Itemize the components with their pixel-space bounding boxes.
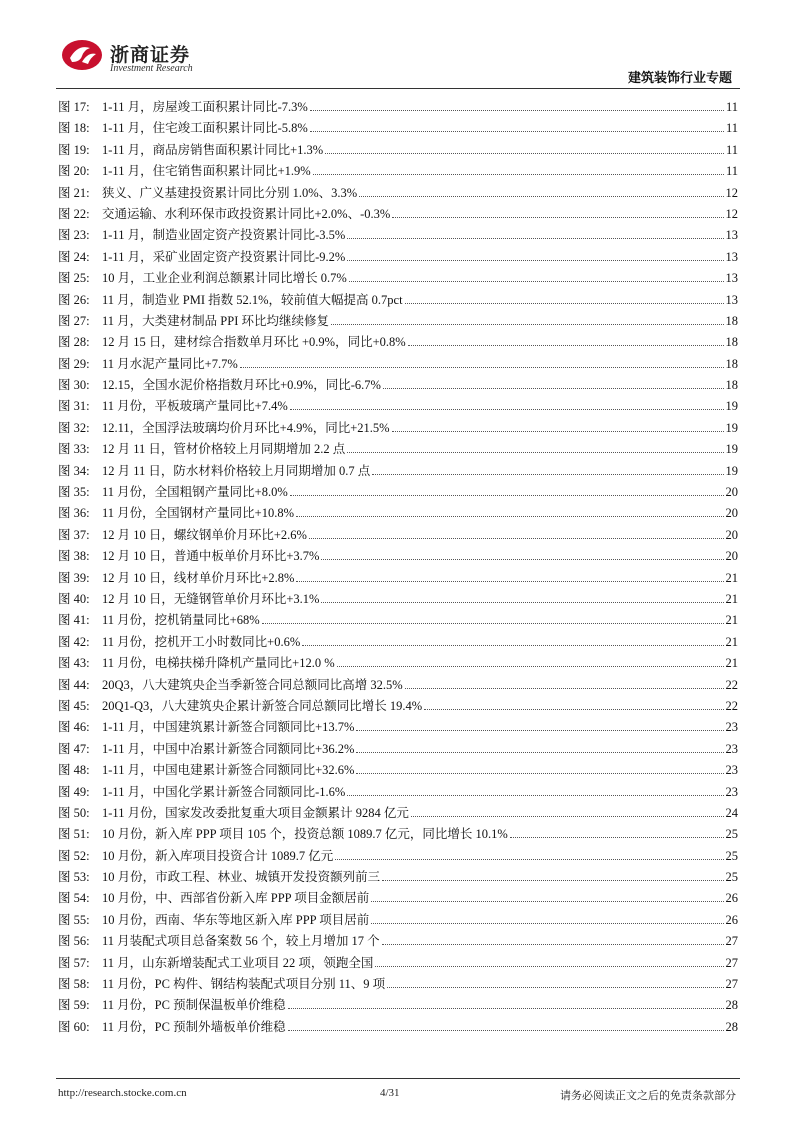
toc-entry-page: 28 <box>725 998 738 1013</box>
brand-name-cn: 浙商证券 <box>110 45 191 66</box>
toc-entry[interactable] <box>58 589 738 610</box>
toc-entry-title: 12 月 10 日，无缝钢管单价月环比+3.1% <box>102 591 320 606</box>
toc-entry-label: 图 52: <box>58 848 90 863</box>
toc-entry-title: 1-11 月，中国建筑累计新签合同额同比+13.7% <box>102 720 355 735</box>
toc-entry-label: 图 26: <box>58 292 90 307</box>
toc-entry-page: 19 <box>725 420 738 435</box>
toc-entry-title: 10 月，工业企业利润总额累计同比增长 0.7% <box>102 271 347 286</box>
toc-leader-dots <box>313 173 724 175</box>
toc-entry-title: 11 月水泥产量同比+7.7% <box>102 356 238 371</box>
toc-entry-page: 21 <box>725 591 738 606</box>
footer-url-link[interactable]: http://research.stocke.com.cn <box>58 1087 187 1099</box>
toc-entry[interactable] <box>58 931 738 952</box>
toc-leader-dots <box>408 344 724 346</box>
toc-entry-label: 图 48: <box>58 763 90 778</box>
toc-entry-page: 12 <box>725 206 738 221</box>
toc-entry-label: 图 55: <box>58 912 90 927</box>
toc-entry[interactable] <box>58 375 738 396</box>
toc-entry[interactable] <box>58 1017 738 1038</box>
toc-entry[interactable] <box>58 867 738 888</box>
toc-leader-dots <box>331 323 724 325</box>
toc-entry-label: 图 27: <box>58 313 90 328</box>
toc-entry-title: 11 月装配式项目总备案数 56 个，较上月增加 17 个 <box>102 934 380 949</box>
toc-leader-dots <box>335 858 723 860</box>
toc-entry[interactable] <box>58 782 738 803</box>
toc-entry-title: 11 月，制造业 PMI 指数 52.1%，较前值大幅提高 0.7pct <box>102 292 403 307</box>
toc-entry-label: 图 21: <box>58 185 90 200</box>
toc-entry-title: 交通运输、水利环保市政投资累计同比+2.0%、-0.3% <box>102 206 391 221</box>
page-header <box>60 36 736 88</box>
toc-leader-dots <box>424 708 723 710</box>
toc-entry-label: 图 38: <box>58 549 90 564</box>
toc-entry[interactable] <box>58 140 738 161</box>
toc-entry-label: 图 24: <box>58 249 90 264</box>
toc-leader-dots <box>372 473 723 475</box>
toc-entry-page: 11 <box>725 164 738 179</box>
toc-entry-label: 图 31: <box>58 399 90 414</box>
toc-leader-dots <box>262 622 724 624</box>
toc-entry-page: 13 <box>725 271 738 286</box>
toc-entry-title: 11 月份，挖机销量同比+68% <box>102 613 260 628</box>
toc-entry[interactable] <box>58 974 738 995</box>
toc-leader-dots <box>356 729 723 731</box>
toc-entry-title: 10 月份，新入库项目投资合计 1089.7 亿元 <box>102 848 334 863</box>
toc-entry-page: 19 <box>725 442 738 457</box>
toc-entry[interactable] <box>58 97 738 118</box>
toc-entry-label: 图 42: <box>58 634 90 649</box>
toc-entry-title: 10 月份，市政工程、林业、城镇开发投资额列前三 <box>102 870 381 885</box>
toc-leader-dots <box>371 900 723 902</box>
toc-entry-title: 11 月，山东新增装配式工业项目 22 项，领跑全国 <box>102 955 374 970</box>
toc-entry-page: 13 <box>725 249 738 264</box>
toc-leader-dots <box>349 280 724 282</box>
toc-entry-page: 25 <box>725 827 738 842</box>
toc-entry[interactable] <box>58 846 738 867</box>
toc-entry[interactable] <box>58 268 738 289</box>
toc-entry-page: 19 <box>725 463 738 478</box>
toc-entry[interactable] <box>58 439 738 460</box>
toc-entry[interactable] <box>58 503 738 524</box>
toc-entry-page: 20 <box>725 527 738 542</box>
toc-entry-page: 13 <box>725 292 738 307</box>
toc-entry[interactable] <box>58 204 738 225</box>
toc-entry-page: 27 <box>725 934 738 949</box>
toc-entry-label: 图 47: <box>58 741 90 756</box>
toc-leader-dots <box>288 1029 724 1031</box>
toc-entry[interactable] <box>58 696 738 717</box>
toc-entry-title: 12.11，全国浮法玻璃均价月环比+4.9%，同比+21.5% <box>102 420 390 435</box>
toc-entry-page: 26 <box>725 891 738 906</box>
toc-entry[interactable] <box>58 568 738 589</box>
toc-entry-page: 20 <box>725 506 738 521</box>
toc-leader-dots <box>290 494 724 496</box>
toc-entry[interactable] <box>58 824 738 845</box>
toc-entry-label: 图 43: <box>58 656 90 671</box>
toc-entry-label: 图 30: <box>58 378 90 393</box>
toc-entry-title: 11 月份，挖机开工小时数同比+0.6% <box>102 634 301 649</box>
toc-leader-dots <box>296 580 723 582</box>
toc-leader-dots <box>510 836 724 838</box>
toc-entry-label: 图 23: <box>58 228 90 243</box>
toc-entry-page: 18 <box>725 313 738 328</box>
toc-entry-page: 18 <box>725 335 738 350</box>
toc-entry-label: 图 20: <box>58 164 90 179</box>
toc-entry[interactable] <box>58 482 738 503</box>
toc-leader-dots <box>405 687 724 689</box>
toc-entry-page: 21 <box>725 613 738 628</box>
toc-entry-page: 12 <box>725 185 738 200</box>
toc-entry[interactable] <box>58 354 738 375</box>
page-indicator: 4/31 <box>380 1087 400 1099</box>
toc-entry[interactable] <box>58 183 738 204</box>
toc-leader-dots <box>310 109 724 111</box>
toc-entry-title: 1-11 月，商品房销售面积累计同比+1.3% <box>102 142 324 157</box>
toc-leader-dots <box>392 430 724 432</box>
toc-entry-page: 28 <box>725 1019 738 1034</box>
toc-entry-label: 图 19: <box>58 142 90 157</box>
toc-entry-page: 21 <box>725 634 738 649</box>
toc-entry-label: 图 33: <box>58 442 90 457</box>
toc-entry-title: 1-11 月，中国电建累计新签合同额同比+32.6% <box>102 763 355 778</box>
toc-leader-dots <box>288 1007 724 1009</box>
toc-entry-label: 图 22: <box>58 206 90 221</box>
toc-entry-title: 11 月份，PC 预制保温板单价维稳 <box>102 998 286 1013</box>
toc-entry-title: 10 月份，中、西部省份新入库 PPP 项目金额居前 <box>102 891 370 906</box>
toc-entry[interactable] <box>58 675 738 696</box>
toc-leader-dots <box>325 152 724 154</box>
toc-entry-title: 1-11 月，房屋竣工面积累计同比-7.3% <box>102 100 308 114</box>
toc-entry[interactable] <box>58 311 738 332</box>
toc-leader-dots <box>290 408 724 410</box>
toc-leader-dots <box>359 195 723 197</box>
toc-entry[interactable] <box>58 739 738 760</box>
toc-entry[interactable] <box>58 760 738 781</box>
toc-leader-dots <box>302 644 723 646</box>
toc-entry-page: 27 <box>725 955 738 970</box>
toc-leader-dots <box>309 537 724 539</box>
toc-entry-page: 20 <box>725 485 738 500</box>
toc-entry-label: 图 57: <box>58 955 90 970</box>
toc-entry[interactable] <box>58 161 738 182</box>
toc-entry-label: 图 60: <box>58 1019 90 1034</box>
toc-leader-dots <box>347 237 723 239</box>
header-divider <box>56 88 740 89</box>
toc-entry-label: 图 36: <box>58 506 90 521</box>
toc-entry-title: 1-11 月，制造业固定资产投资累计同比-3.5% <box>102 228 346 243</box>
toc-entry-page: 23 <box>725 741 738 756</box>
toc-entry-label: 图 45: <box>58 698 90 713</box>
toc-entry-title: 狭义、广义基建投资累计同比分别 1.0%、3.3% <box>102 185 358 200</box>
footer-disclaimer: 请务必阅读正文之后的免责条款部分 <box>560 1090 736 1102</box>
toc-entry-title: 11 月份，PC 预制外墙板单价维稳 <box>102 1019 286 1034</box>
toc-entry-label: 图 54: <box>58 891 90 906</box>
toc-entry[interactable] <box>58 888 738 909</box>
toc-entry-page: 21 <box>725 656 738 671</box>
toc-leader-dots <box>296 515 724 517</box>
toc-entry-title: 1-11 月份，国家发改委批复重大项目金额累计 9284 亿元 <box>102 805 409 820</box>
toc-entry-label: 图 29: <box>58 356 90 371</box>
toc-entry-page: 22 <box>725 698 738 713</box>
toc-entry-page: 21 <box>725 570 738 585</box>
toc-leader-dots <box>347 794 723 796</box>
toc-leader-dots <box>387 986 723 988</box>
toc-entry-title: 11 月份，全国粗钢产量同比+8.0% <box>102 485 288 500</box>
report-title: 建筑装饰行业专题 <box>627 70 732 85</box>
toc-leader-dots <box>240 366 724 368</box>
toc-entry-label: 图 18: <box>58 121 90 136</box>
toc-entry[interactable] <box>58 803 738 824</box>
toc-leader-dots <box>405 302 724 304</box>
toc-entry-title: 12 月 11 日，防水材料价格较上月同期增加 0.7 点 <box>102 463 371 478</box>
toc-leader-dots <box>411 815 724 817</box>
toc-entry[interactable] <box>58 910 738 931</box>
toc-entry-title: 11 月份，电梯扶梯升降机产量同比+12.0 % <box>102 656 335 671</box>
toc-entry-label: 图 25: <box>58 271 90 286</box>
toc-entry-title: 11 月份，PC 构件、钢结构装配式项目分别 11、9 项 <box>102 977 386 992</box>
toc-entry[interactable] <box>58 290 738 311</box>
toc-entry-label: 图 59: <box>58 998 90 1013</box>
toc-entry[interactable] <box>58 418 738 439</box>
toc-leader-dots <box>356 772 723 774</box>
toc-entry[interactable] <box>58 525 738 546</box>
toc-entry-label: 图 17: <box>58 100 90 114</box>
toc-entry-title: 12 月 10 日，普通中板单价月环比+3.7% <box>102 549 320 564</box>
toc-entry-label: 图 40: <box>58 591 90 606</box>
toc-entry[interactable] <box>58 995 738 1016</box>
toc-entry[interactable] <box>58 118 738 139</box>
toc-entry-title: 1-11 月，采矿业固定资产投资累计同比-9.2% <box>102 249 346 264</box>
toc-entry-page: 27 <box>725 977 738 992</box>
toc-leader-dots <box>371 922 723 924</box>
toc-entry[interactable] <box>58 717 738 738</box>
toc-entry-label: 图 39: <box>58 570 90 585</box>
toc-entry-label: 图 49: <box>58 784 90 799</box>
toc-leader-dots <box>337 665 724 667</box>
toc-entry[interactable] <box>58 610 738 631</box>
toc-entry-title: 11 月，大类建材制品 PPI 环比均继续修复 <box>102 313 329 328</box>
toc-entry-page: 18 <box>725 378 738 393</box>
toc-entry-label: 图 41: <box>58 613 90 628</box>
toc-entry-title: 11 月份，平板玻璃产量同比+7.4% <box>102 399 288 414</box>
toc-leader-dots <box>375 965 723 967</box>
toc-entry[interactable] <box>58 953 738 974</box>
toc-entry-page: 19 <box>725 399 738 414</box>
toc-entry-page: 23 <box>725 784 738 799</box>
toc-leader-dots <box>392 216 723 218</box>
toc-entry-label: 图 34: <box>58 463 90 478</box>
toc-entry-label: 图 56: <box>58 934 90 949</box>
toc-entry-title: 12 月 10 日，螺纹钢单价月环比+2.6% <box>102 527 307 542</box>
brand-name-en: Investment Research <box>110 63 193 74</box>
toc-entry[interactable] <box>58 653 738 674</box>
toc-leader-dots <box>382 879 723 881</box>
toc-leader-dots <box>321 601 723 603</box>
toc-entry-page: 11 <box>725 100 738 114</box>
toc-entry-title: 10 月份，新入库 PPP 项目 105 个，投资总额 1089.7 亿元，同比增长 10.1% <box>102 827 508 842</box>
toc-entry-label: 图 44: <box>58 677 90 692</box>
toc-entry-title: 1-11 月，中国中冶累计新签合同额同比+36.2% <box>102 741 355 756</box>
toc-entry-label: 图 28: <box>58 335 90 350</box>
toc-entry-label: 图 46: <box>58 720 90 735</box>
toc-leader-dots <box>383 387 724 389</box>
toc-entry[interactable] <box>58 225 738 246</box>
footer-divider <box>56 1078 740 1079</box>
toc-entry-label: 图 50: <box>58 805 90 820</box>
toc-entry[interactable] <box>58 247 738 268</box>
toc-entry-label: 图 37: <box>58 527 90 542</box>
toc-entry[interactable] <box>58 332 738 353</box>
figure-list <box>58 97 738 1038</box>
toc-entry-title: 12 月 11 日，管材价格较上月同期增加 2.2 点 <box>102 442 346 457</box>
toc-entry-label: 图 35: <box>58 485 90 500</box>
toc-entry[interactable] <box>58 396 738 417</box>
toc-entry-page: 22 <box>725 677 738 692</box>
toc-entry-label: 图 32: <box>58 420 90 435</box>
toc-leader-dots <box>382 943 724 945</box>
toc-leader-dots <box>347 259 723 261</box>
toc-entry-page: 23 <box>725 720 738 735</box>
toc-leader-dots <box>347 451 723 453</box>
toc-entry-label: 图 51: <box>58 827 90 842</box>
toc-entry-page: 26 <box>725 912 738 927</box>
toc-entry[interactable] <box>58 461 738 482</box>
toc-leader-dots <box>356 751 723 753</box>
toc-leader-dots <box>321 558 723 560</box>
toc-entry-title: 1-11 月，住宅竣工面积累计同比-5.8% <box>102 121 308 136</box>
toc-entry-page: 25 <box>725 870 738 885</box>
toc-entry-page: 23 <box>725 763 738 778</box>
toc-entry-label: 图 53: <box>58 870 90 885</box>
toc-entry-page: 18 <box>725 356 738 371</box>
toc-entry-page: 24 <box>725 805 738 820</box>
toc-entry-page: 13 <box>725 228 738 243</box>
toc-entry-title: 10 月份，西南、华东等地区新入库 PPP 项目居前 <box>102 912 370 927</box>
toc-entry-title: 12 月 10 日，线材单价月环比+2.8% <box>102 570 295 585</box>
toc-entry[interactable] <box>58 632 738 653</box>
toc-entry-label: 图 58: <box>58 977 90 992</box>
brand-logo-icon <box>60 38 104 72</box>
toc-entry-title: 20Q3，八大建筑央企当季新签合同总额同比高增 32.5% <box>102 677 403 692</box>
toc-entry-title: 1-11 月，住宅销售面积累计同比+1.9% <box>102 164 311 179</box>
toc-entry-page: 25 <box>725 848 738 863</box>
toc-leader-dots <box>310 130 724 132</box>
toc-entry-title: 20Q1-Q3，八大建筑央企累计新签合同总额同比增长 19.4% <box>102 698 423 713</box>
toc-entry-title: 1-11 月，中国化学累计新签合同额同比-1.6% <box>102 784 346 799</box>
toc-entry[interactable] <box>58 546 738 567</box>
toc-entry-title: 12 月 15 日，建材综合指数单月环比 +0.9%，同比+0.8% <box>102 335 406 350</box>
toc-entry-title: 12.15，全国水泥价格指数月环比+0.9%，同比-6.7% <box>102 378 381 393</box>
toc-entry-title: 11 月份，全国钢材产量同比+10.8% <box>102 506 294 521</box>
toc-entry-page: 20 <box>725 549 738 564</box>
toc-entry-page: 11 <box>725 121 738 136</box>
toc-entry-page: 11 <box>725 142 738 157</box>
